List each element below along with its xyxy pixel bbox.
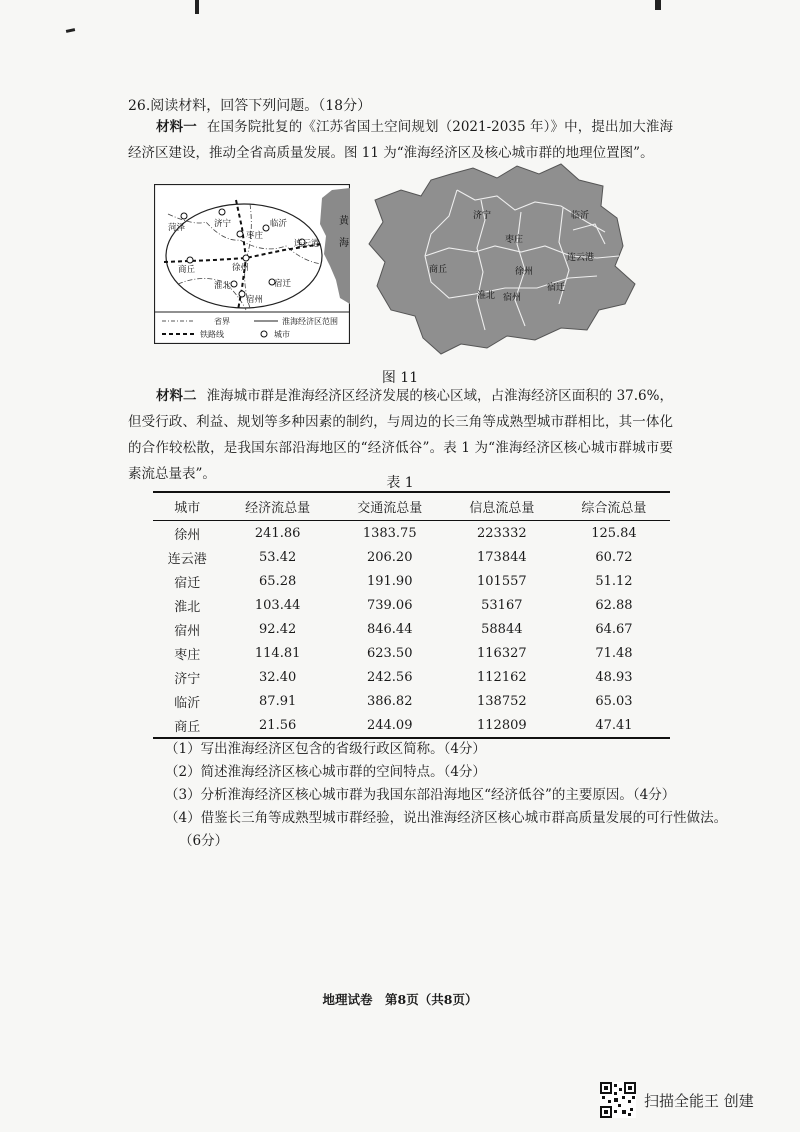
cell: 临沂 bbox=[174, 695, 201, 711]
legend-city: 城市 bbox=[274, 330, 290, 339]
cell: 65.03 bbox=[595, 693, 633, 709]
cell: 191.90 bbox=[366, 573, 413, 589]
cell: 60.72 bbox=[595, 549, 633, 565]
cell: 846.44 bbox=[366, 621, 413, 637]
table-header: 城市 bbox=[153, 492, 222, 521]
subquestion-1: （1）写出淮海经济区包含的省级行政区简称。（4分） bbox=[165, 741, 486, 757]
cell: 济宁 bbox=[174, 671, 201, 687]
material-two-text: 淮海城市群是淮海经济区经济发展的核心区域，占淮海经济区面积的 37.6%，但受行政、利益、规划等多种因素的制约，与周边的长三角等成熟型城市群相比，其一体化的合作较松散，是我国东部沿海地区的“经济低谷”。表 1 为“淮海经济区核心城市群城市要素流总量表”。 bbox=[128, 388, 673, 482]
cell: 206.20 bbox=[366, 549, 413, 565]
city-label: 商丘 bbox=[178, 265, 196, 275]
table-row bbox=[153, 713, 670, 738]
page-footer: 地理试卷 第8页（共8页） bbox=[322, 992, 478, 1007]
material-one-lead: 材料一 bbox=[156, 119, 197, 135]
question-title: 26.阅读材料，回答下列问题。（18分） bbox=[128, 98, 372, 114]
cell: 87.91 bbox=[259, 693, 297, 709]
cell: 112162 bbox=[477, 669, 527, 685]
cell: 223332 bbox=[477, 525, 527, 541]
table-row bbox=[153, 617, 670, 641]
cell: 92.42 bbox=[259, 621, 297, 637]
material-one bbox=[128, 114, 673, 166]
cell: 101557 bbox=[477, 573, 527, 589]
cell: 71.48 bbox=[595, 645, 633, 661]
city-label: 临沂 bbox=[270, 219, 288, 229]
cell: 125.84 bbox=[591, 525, 637, 541]
cell: 623.50 bbox=[366, 645, 413, 661]
cell: 386.82 bbox=[366, 693, 413, 709]
cell: 1383.75 bbox=[362, 525, 417, 541]
region-label: 淮北 bbox=[477, 291, 496, 301]
legend-railway: 铁路线 bbox=[200, 330, 224, 339]
cell: 53.42 bbox=[259, 549, 297, 565]
cell: 宿州 bbox=[174, 623, 201, 639]
flow-table bbox=[153, 491, 670, 739]
cell: 宿迁 bbox=[174, 575, 201, 591]
scanner-watermark bbox=[600, 1082, 754, 1118]
cell: 58844 bbox=[481, 621, 523, 637]
cell: 173844 bbox=[477, 549, 527, 565]
cell: 116327 bbox=[477, 645, 527, 661]
cell: 64.67 bbox=[595, 621, 633, 637]
city-label: 淮北 bbox=[214, 281, 232, 291]
cell: 商丘 bbox=[153, 713, 222, 738]
city-label: 枣庄 bbox=[246, 231, 264, 241]
table-header: 综合流总量 bbox=[558, 492, 670, 521]
city-label: 宿迁 bbox=[274, 279, 292, 289]
table-row bbox=[153, 593, 670, 617]
cell: 114.81 bbox=[254, 645, 301, 661]
cell: 48.93 bbox=[595, 669, 633, 685]
region-label: 宿州 bbox=[503, 293, 522, 303]
cell: 枣庄 bbox=[174, 647, 201, 663]
material-two-lead: 材料二 bbox=[156, 388, 197, 404]
core-region-shape bbox=[369, 164, 635, 354]
cell: 51.12 bbox=[595, 573, 633, 589]
cell: 242.56 bbox=[366, 669, 413, 685]
sea-label-char-2: 海 bbox=[339, 238, 349, 249]
city-label: 连云港 bbox=[294, 239, 320, 249]
cell: 241.86 bbox=[254, 525, 301, 541]
region-label: 商丘 bbox=[429, 265, 448, 275]
region-label: 宿迁 bbox=[547, 283, 566, 293]
cell: 739.06 bbox=[366, 597, 413, 613]
figure-caption: 图 11 bbox=[381, 370, 419, 386]
subquestion-4-score: （6分） bbox=[179, 833, 229, 849]
city-label: 徐州 bbox=[232, 263, 250, 273]
cell: 21.56 bbox=[222, 713, 334, 738]
material-one-text: 在国务院批复的《江苏省国土空间规划（2021-2035 年）》中，提出加大淮海经济区建设，推动全省高质量发展。图 11 为“淮海经济区及核心城市群的地理位置图”。 bbox=[128, 119, 674, 161]
region-label: 枣庄 bbox=[505, 235, 524, 245]
region-label: 连云港 bbox=[567, 253, 595, 263]
cell: 65.28 bbox=[259, 573, 297, 589]
subquestion-2: （2）简述淮海经济区核心城市群的空间特点。（4分） bbox=[165, 764, 486, 780]
cell: 淮北 bbox=[174, 599, 201, 615]
cell: 62.88 bbox=[595, 597, 633, 613]
table-header: 交通流总量 bbox=[334, 492, 446, 521]
cell: 47.41 bbox=[558, 713, 670, 738]
scanner-label: 扫描全能王 创建 bbox=[644, 1091, 754, 1110]
subquestions bbox=[165, 738, 728, 853]
table-row bbox=[153, 521, 670, 546]
legend-province-border: 省界 bbox=[214, 317, 230, 326]
table-row bbox=[153, 545, 670, 569]
city-label: 菏泽 bbox=[168, 223, 186, 233]
cell: 连云港 bbox=[167, 551, 207, 567]
table-row bbox=[153, 689, 670, 713]
scan-mark bbox=[655, 0, 661, 10]
region-label: 临沂 bbox=[571, 211, 590, 221]
cell: 138752 bbox=[477, 693, 527, 709]
table-caption: 表 1 bbox=[386, 475, 414, 491]
table-header: 信息流总量 bbox=[446, 492, 558, 521]
legend-zone-boundary: 淮海经济区范围 bbox=[282, 317, 338, 326]
cell: 244.09 bbox=[334, 713, 446, 738]
core-city-map bbox=[365, 160, 641, 364]
region-label: 济宁 bbox=[473, 211, 492, 221]
table-row bbox=[153, 641, 670, 665]
cell: 112809 bbox=[446, 713, 558, 738]
scan-mark bbox=[66, 28, 75, 33]
city-label: 济宁 bbox=[214, 219, 232, 229]
scan-mark bbox=[195, 0, 199, 14]
cell: 53167 bbox=[481, 597, 523, 613]
qr-code-icon bbox=[600, 1082, 636, 1118]
cell: 32.40 bbox=[259, 669, 297, 685]
cell: 103.44 bbox=[254, 597, 301, 613]
subquestion-3: （3）分析淮海经济区核心城市群为我国东部沿海地区“经济低谷”的主要原因。（4分） bbox=[165, 787, 676, 803]
city-label: 宿州 bbox=[246, 295, 264, 305]
table-row bbox=[153, 569, 670, 593]
subquestion-4: （4）借鉴长三角等成熟型城市群经验，说出淮海经济区核心城市群高质量发展的可行性做法。 bbox=[165, 810, 728, 826]
location-map bbox=[154, 184, 350, 348]
table-row bbox=[153, 665, 670, 689]
cell: 徐州 bbox=[174, 527, 201, 543]
table-header: 经济流总量 bbox=[222, 492, 334, 521]
region-label: 徐州 bbox=[515, 267, 534, 277]
sea-label-char-1: 黄 bbox=[339, 216, 349, 227]
